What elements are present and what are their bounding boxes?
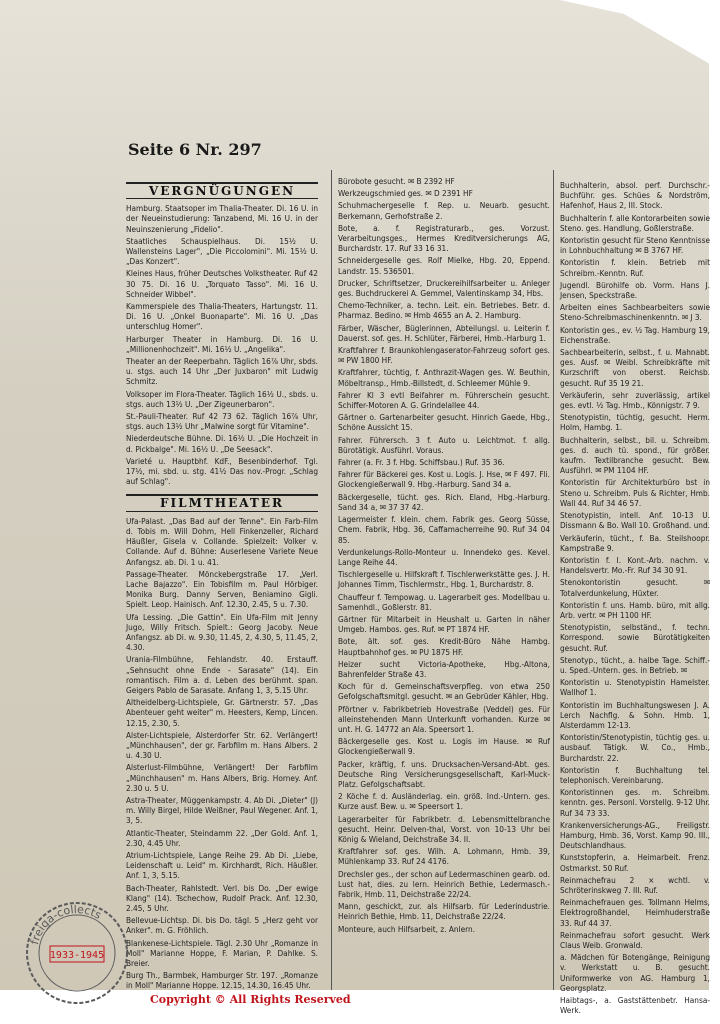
listing-entry: Theater an der Reeperbahn. Täglich 16⅞ Uhr, sbds. u. stgs. auch 14 Uhr „Der Juxbaron" mit Ludwig Schmitz. [126, 356, 318, 387]
listing-entry: Reinmachefrauen ges. Tollmann Helms, Elektrogroßhandel, Heimhuderstraße 33. Ruf 44 37. [560, 897, 710, 928]
listing-entry: Kontoristin im Buchhaltungswesen J. A. Lerch Nachflg. & Sohn. Hmb. 1, Alsterdamm 12-13. [560, 699, 710, 730]
listing-entry: Chemo-Techniker, a. techn. Leit. ein. Betriebes. Betr. d. Pharmaz. Bedino. ✉ Hmb 4655 an A. 2. Hamburg. [338, 300, 550, 321]
svg-text:freiga-collects [28, 903, 104, 946]
listing-entry: Stenotypistin, intell. Anf. 10-13 U. Dissmann & Bo. Wall 10. Großhand. und. [560, 510, 710, 531]
section-title-vergnuegungen: VERGNÜGUNGEN [126, 182, 318, 199]
listing-entry: Staatliches Schauspielhaus. Di. 15½ U. Wallensteins Lager", „Die Piccolomini". Mi. 15½ U. „Das Konzert". [126, 235, 318, 267]
classified-listing-women [560, 180, 710, 1015]
listing-entry: Bäckergeselle ges. Kost u. Logis im Hause. ✉ Ruf Glockengießerwall 9. [338, 736, 550, 757]
listing-entry: Reinmachefrau sofort gesucht. Werk Claus Weib. Gronwald. [560, 929, 710, 951]
listing-entry: Kontoristin f. I. Kont.-Arb. nachm. v. Handelsvertr. Mo.-Fr. Ruf 34 30 91. [560, 554, 710, 576]
listing-entry: Kraftfahrer, tüchtig, f. Anthrazit-Wagen ges. W. Beuthin, Möbeltransp., Hmb.-Billstedt, d. Schleemer Mühle 9. [338, 367, 550, 388]
listing-entry: Färber, Wäscher, Büglerinnen, Abteilungsl. u. Leiterin f. Dauerst. sof. ges. H. Schlüter, Färberei, Hmb.-Harburg 1. [338, 322, 550, 343]
listing-entry: Stenotypistin, tüchtig, gesucht. Herm. Holm, Hambg. 1. [560, 412, 710, 433]
copyright-notice: Copyright © All Rights Reserved [150, 993, 351, 1006]
listing-entry: Kontoristin/Stenotypistin, tüchtig ges. u. ausbauf. Tätigk. W. Co., Hmb., Burchardstr. 22. [560, 732, 710, 763]
listing-entry: St.-Pauli-Theater. Ruf 42 73 62. Täglich 16⅞ Uhr, stgs. auch 13½ Uhr „Malwine sorgt für Vitamine". [126, 411, 318, 432]
listing-entry: Kraftfahrer f. Braunkohlengaserator-Fahrzeug sofort ges. ✉ PW 1800 HF. [338, 345, 550, 366]
entertainment-listing [126, 203, 318, 486]
listing-entry: Reinmachefrau 2 × wchtl. v. Schröterinskweg 7. III. Ruf. [560, 874, 710, 895]
listing-entry: Bote, a. f. Registraturarb., ges. Vorzust. Verarbeitungsges., Hermes Kreditversicherungs AG, Burchardstr. 17. Ruf 33 16 31. [338, 222, 550, 254]
listing-entry: Verkäuferin, tücht., f. Ba. Steilshoopr. Kampstraße 9. [560, 532, 710, 553]
listing-entry: Gärtner o. Gartenarbeiter gesucht. Hinrich Gaede, Hbg., Schöne Aussicht 15. [338, 412, 550, 433]
classified-listing [338, 176, 550, 934]
listing-entry: Kontoristin u. Stenotypistin Hamelster. Wallhof 1. [560, 677, 710, 698]
listing-entry: Buchhalterin f. alle Kontorarbeiten sowie Steno. ges. Handlung, Goßlerstraße. [560, 212, 710, 233]
stamp-text: freiga-collects [28, 902, 104, 946]
listing-entry: Buchhalterin, selbst., bil. u. Schreibm. ges. d. auch tü. spond., für größer. kaufm. Textilbranche gesucht. Bew. Ausführl. ✉ PM 1104 HF. [560, 434, 710, 476]
listing-entry: Bach-Theater, Rahlstedt. Verl. bis Do. „Der ewige Klang" (14). Tschechow, Rudolf Prack. Anf. 12.30, 2.45, 5 Uhr. [126, 882, 318, 913]
listing-entry: Hamburg. Staatsoper im Thalia-Theater. Di. 16 U. in der Neueinstudierung: Tanzabend, Mi. 16 U. in der Neuinszenierung „Fidelio". [126, 203, 318, 234]
listing-entry: Verdunkelungs-Rollo-Monteur u. Innendeko ges. Kevel. Lange Reihe 44. [338, 546, 550, 567]
listing-entry: Gärtner für Mitarbeit in Heushalt u. Garten in näher Umgeb. Hambos. ges. Ruf. ✉ PT 1874 HF. [338, 613, 550, 635]
listing-entry: Kontoristin f. uns. Hamb. büro, mit allg. Arb. vertr. ✉ PH 1100 HF. [560, 599, 710, 620]
column-rule-1 [331, 170, 332, 990]
listing-entry: Altheidelberg-Lichtspiele, Gr. Gärtnerstr. 57. „Das Abenteuer geht weiter" m. Heesters, Kemp, Lincen. 12.15, 2.30, 5. [126, 697, 318, 728]
listing-entry: Kontoristin gesucht für Steno Kenntnisse in Lohnbuchhaltung ✉ B 3767 HF. [560, 235, 710, 256]
listing-entry: Kontoristin ges., ev. ½ Tag. Hamburg 19, Eichenstraße. [560, 324, 710, 345]
listing-entry: Pförtner v. Fabrikbetrieb Hovestraße (Veddel) ges. Für alleinstehenden Mann Unterkunft vorhanden. Kurze ✉ unt. H. G. 14772 an Ala. Speersort 1. [338, 703, 550, 734]
column-classifieds-men [338, 176, 550, 936]
listing-entry: Astra-Theater, Müggenkampstr. 4. Ab Di. „Dieter" (J) m. Willy Birgel, Hilde Weißner, Paul Wegener. Anf. 1, 3, 5. [126, 794, 318, 826]
listing-entry: Ufa Lessing. „Die Gattin". Ein Ufa-Film mit Jenny Jugo, Willy Fritsch. Spielt.: Georg Jacoby. Neue Anfangsz. ab Di. w. 9.30, 11.45, 2, 4.30, 5, 11.45, 2, 4.30. [126, 611, 318, 653]
column-rule-2 [553, 170, 554, 990]
listing-entry: Fahrer (a. Fr. 3 f. Hbg. Schiffsbau.) Ruf. 35 36. [338, 457, 505, 468]
listing-entry: Kammerspiele des Thalia-Theaters, Hartungstr. 11. Di. 16 U. „Onkel Buonaparte". Mi. 16 U. „Das unterschlug Homer". [126, 301, 318, 332]
listing-entry: Bote, ält. sof. ges. Kredit-Büro Nähe Hambg. Hauptbahnhof ges. ✉ PU 1875 HF. [338, 636, 550, 657]
listing-entry: Chauffeur f. Tempowag. u. Lagerarbeit ges. Modellbau u. Samenhdl., Goßlerstr. 81. [338, 591, 550, 612]
listing-entry: Heizer sucht Victoria-Apotheke, Hbg.-Altona, Bahrenfelder Straße 43. [338, 658, 550, 679]
listing-entry: Kleines Haus, früher Deutsches Volkstheater. Ruf 42 30 75. Di. 16 U. „Torquato Tasso". Mi. 16 U. Schneider Wibbel". [126, 268, 318, 299]
listing-entry: Schuhmachergeselle f. Rep. u. Neuarb. gesucht. Berkemann, Gerhofstraße 2. [338, 200, 550, 221]
listing-entry: Stenotyp., tücht., a. halbe Tage. Schiff.- u. Sped.-Untern. ges. in Betrieb. ✉ [560, 654, 710, 675]
section-title-filmtheater: FILMTHEATER [126, 494, 318, 511]
listing-entry: 2 Köche f. d. Ausländerlag. ein. größ. Ind.-Untern. ges. Kurze ausf. Bew. u. ✉ Speersort 1. [338, 791, 550, 812]
listing-entry: Volksoper im Flora-Theater. Täglich 16½ U., sbds. u. stgs. auch 13½ U. „Der Zigeunerbaron". [126, 388, 318, 409]
listing-entry: Monteure, auch Hilfsarbeit, z. Anlern. [338, 923, 476, 934]
listing-entry: Buchhalterin, absol. perf. Durchschr.-Buchführ. ges. Schües & Nordström, Hafenhof, Haus 2, III. Stock. [560, 180, 710, 211]
listing-entry: Kunststopferin, a. Heimarbeit. Frenz. Ostmarkst. 50 Ruf. [560, 852, 710, 873]
listing-entry: Lagermeister f. klein. chem. Fabrik ges. Georg Süsse, Chem. Fabrik, Hbg. 36, Caffamacherreihe 90. Ruf 34 04 85. [338, 514, 550, 545]
listing-entry: Drechsler ges., der schon auf Ledermaschinen gearb. od. Lust hat, dies. zu lern. Heinrich Bethie, Ledermasch.-Fabrik, Hmb. 11, Deichstraße 22/24. [338, 868, 550, 899]
listing-entry: Fahrer Kl 3 evtl Beifahrer m. Führerschein gesucht. Schiffer-Motoren A. G. Grindelallee 44. [338, 389, 550, 411]
listing-entry: Koch für d. Gemeinschaftsverpfleg. von etwa 250 Gefolgschaftsmitgl. gesucht. ✉ an Gebrüder Kähler, Hbg. [338, 681, 550, 702]
listing-entry: Drucker, Schriftsetzer, Druckereihilfsarbeiter u. Anleger ges. Buchdruckerei A. Gemmel, Valentinskamp 34, Hbs. [338, 277, 550, 299]
listing-entry: Fahrer für Bäckerei ges. Kost u. Logis. J. Hse, ✉ F 497. Fli. Glockengießerwall 9. Hbg.-Harburg. Sand 34 a. [338, 469, 550, 490]
listing-entry: Urania-Filmbühne, Fehlandstr. 40. Erstauff. „Sehnsucht ohne Ende - Sarasate" (14). Ein romantisch. Film a. d. Leben des berühmt. span. Geigers Pablo de Sarasate. Anfang 1, 3, 5.15 Uhr. [126, 654, 318, 695]
listing-entry: Niederdeutsche Bühne. Di. 16½ U. „Die Hochzeit in d. Pickbalge". Mi. 16½ U. „De Seesack". [126, 433, 318, 454]
listing-entry: Blankenese-Lichtspiele. Tägl. 2.30 Uhr „Romanze in Moll" Marianne Hoppe, F. Marian, P. Dahlke. S. Breier. [126, 937, 318, 969]
collector-stamp [22, 898, 132, 1008]
listing-entry: Bellevue-Lichtsp. Di. bis Do. tägl. 5 „Herz geht vor Anker". m. G. Fröhlich. [126, 915, 318, 936]
stamp-years: 1933-1945 [49, 950, 105, 961]
listing-entry: Arbeiten eines Sachbearbeiters sowie Steno-Schreibmaschinenkenntn. ✉ J 3. [560, 302, 710, 323]
listing-entry: Bäckergeselle, tücht. ges. Rich. Eland, Hbg.-Harburg. Sand 34 a, ✉ 37 37 42. [338, 491, 550, 512]
page-header: Seite 6 Nr. 297 [128, 140, 262, 159]
column-entertainment [126, 180, 318, 993]
listing-entry: Varieté u. Hauptbhf. KdF., Besenbinderhof. Tgl. 17½, mi. sbd. u. stg. 41½ Das nov.-Progr. „Schlag auf Schlag". [126, 455, 318, 487]
listing-entry: Tischlergeselle u. Hilfskraft f. Tischlerwerkstätte ges. J. H. Johannes Timm, Tischlermstr., Hbg. 1, Burchardstr. 8. [338, 569, 550, 590]
listing-entry: Schneidergeselle ges. Rolf Mielke, Hbg. 20, Eppend. Landstr. 15. 536501. [338, 255, 550, 276]
listing-entry: Fahrer. Führersch. 3 f. Auto u. Leichtmot. f. allg. Bürotätigk. Ausführl. Voraus. [338, 434, 550, 455]
listing-entry: Atlantic-Theater, Steindamm 22. „Der Gold. Anf. 1, 2.30, 4.45 Uhr. [126, 827, 318, 848]
listing-entry: Burg Th., Barmbek, Hamburger Str. 197. „Romanze in Moll" Marianne Hoppe. 12.15, 14.30, 16.45 Uhr. [126, 970, 318, 991]
listing-entry: Stenokontoristin gesucht. ✉ Totalverdunkelung, Hüxter. [560, 577, 710, 598]
listing-entry: Bürobote gesucht. ✉ B 2392 HF [338, 176, 455, 186]
listing-entry: Jugendl. Bürohilfe ob. Vorm. Hans J. Jensen, Speckstraße. [560, 279, 710, 301]
listing-entry: Haibtags-, a. Gaststättenbetr. Hansa-Werk. [560, 995, 710, 1016]
listing-entry: Harburger Theater in Hamburg. Di. 16 U. „Millionenhochzeit". Mi. 16½ U. „Angelika". [126, 333, 318, 354]
listing-entry: Kontoristin f. klein. Betrieb mit Schreibm.-Kenntn. Ruf. [560, 257, 710, 278]
listing-entry: Packer, kräftig, f. uns. Drucksachen-Versand-Abt. ges. Deutsche Ring Versicherungsgesellschaft, Karl-Muck-Platz. Gefolgschaftsabt. [338, 758, 550, 789]
column-classifieds-women [560, 180, 710, 1017]
listing-entry: Kontoristin f. Buchhaltung tel. telephonisch. Vereinbarung. [560, 764, 710, 785]
listing-entry: Verkäuferin, sehr zuverlässig, artikel ges. evtl. ½ Tag. Hmb., Könnigstr. 7 9. [560, 389, 710, 411]
listing-entry: Kontoristinnen ges. m. Schreibm. kenntn. ges. Personl. Vorstellg. 9-12 Uhr. Ruf 34 73 33. [560, 787, 710, 818]
listing-entry: Krankenversicherungs-AG., Freiligstr. Hamburg, Hmb. 36, Vorst. Kamp 90. III., Deutschlandhaus. [560, 819, 710, 851]
listing-entry: Alster-Lichtspiele, Alsterdorfer Str. 62. Verlängert! „Münchhausen", der gr. Farbfilm m. Hans Albers. 2 u. 4.30 U. [126, 729, 318, 761]
listing-entry: Atrium-Lichtspiele, Lange Reihe 29. Ab Di. „Liebe, Leidenschaft u. Leid" m. Kirchhardt, Rich. Häußler. Anf. 1, 3, 5.15. [126, 849, 318, 881]
listing-entry: Passage-Theater. Mönckebergstraße 17. „Verl. Lache Bajazzo". Ein Tobisfilm m. Paul Hörbiger. Monika Burg. Danny Serven, Beniamino Gigli. Spielt. Leop. Hainisch. Anf. 12.30, 2.45, 5 u. 7.30. [126, 568, 318, 610]
listing-entry: Kraftfahrer sof. ges. Wilh. A. Lohmann, Hmb. 39, Mühlenkamp 33. Ruf 24 4176. [338, 846, 550, 867]
listing-entry: Ufa-Palast. „Das Bad auf der Tenne". Ein Farb-Film d. Tobis m. Will Dohm, Hell Finkenzeller, Richard Häußler, Gisela v. Collande. Spielzeit: Volker v. Collande. Auf d. Bühne: Auserlesene Variete Neue Anfangsz. ab. Di. 1 u. 41. [126, 515, 318, 567]
listing-entry: Werkzeugschmied ges. ✉ D 2391 HF [338, 188, 473, 199]
listing-entry: Sachbearbeiterin, selbst., f. u. Mahnabt. ges. Ausf. ✉ Weibl. Schreibkräfte mit Kurzschrift von oberst. Reichsb. gesucht. Ruf 35 19 21. [560, 347, 710, 388]
listing-entry: Stenotypistin, selbständ., f. techn. Korrespond. sowie Bürotätigkeiten gesucht. Ruf. [560, 622, 710, 653]
listing-entry: a. Mädchen für Botengänge, Reinigung v. Werkstatt u. B. gesucht. Uniformwerke von AG. Hamburg 1, Georgsplatz. [560, 952, 710, 993]
listing-entry: Lagerarbeiter für Fabrikbetr. d. Lebensmittelbranche gesucht. Heinr. Delven-thal, Vorst. von 10-13 Uhr bei König & Wieland, Deichstraße 34. II. [338, 813, 550, 844]
listing-entry: Mann, geschickt, zur. als Hilfsarb. für Lederindustrie. Heinrich Bethie, Hmb. 11, Deichstraße 22/24. [338, 901, 550, 922]
listing-entry: Kontoristin für Architekturbüro bst in Steno u. Schreibm. Puls & Richter, Hmb. Wall 44. Ruf 34 46 57. [560, 477, 710, 508]
listing-entry: Alsterlust-Filmbühne, Verlängert! Der Farbfilm „Münchhausen" m. Hans Albers, Brig. Horney. Anf. 2.30 u. 5 U. [126, 762, 318, 793]
filmtheater-listing [126, 516, 318, 991]
